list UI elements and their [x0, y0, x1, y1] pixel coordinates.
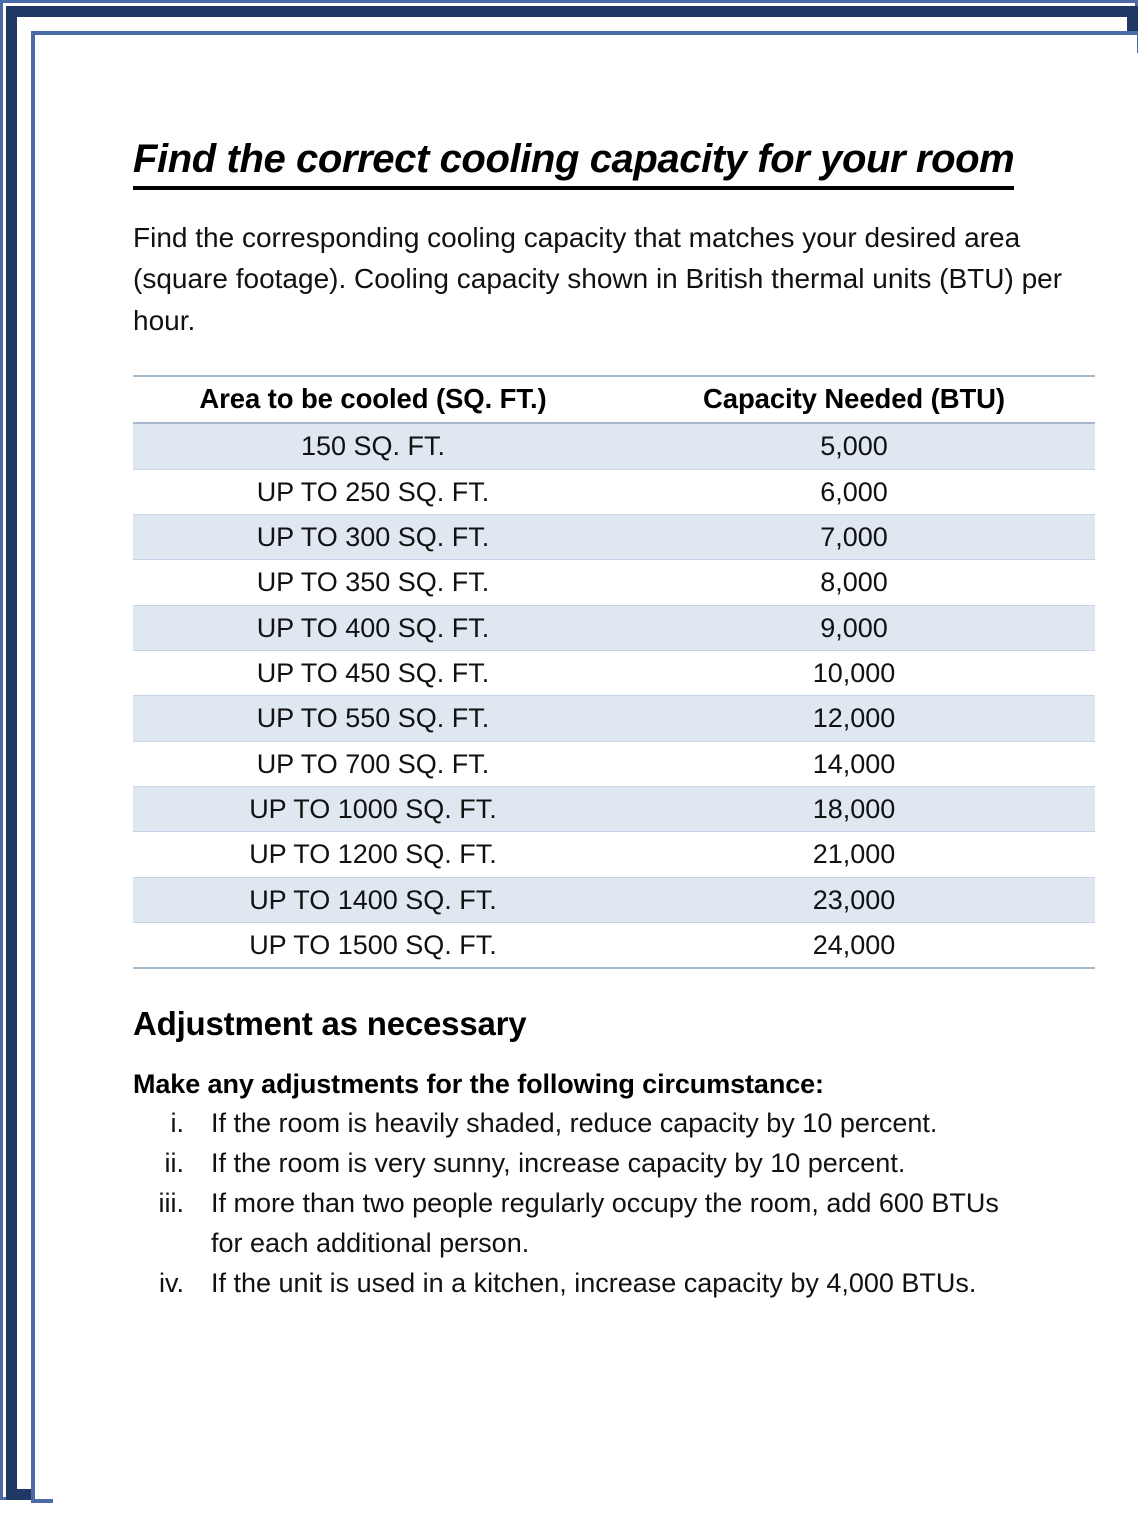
cell-area: UP TO 400 SQ. FT. — [133, 605, 613, 650]
cell-capacity: 18,000 — [613, 787, 1095, 832]
cell-area: UP TO 250 SQ. FT. — [133, 469, 613, 514]
table-header — [133, 376, 1095, 423]
cell-area: UP TO 350 SQ. FT. — [133, 560, 613, 605]
list-item-marker: ii. — [164, 1148, 184, 1179]
table-row — [133, 787, 1095, 832]
table-row — [133, 560, 1095, 605]
cell-capacity: 14,000 — [613, 741, 1095, 786]
list-item-text: If the unit is used in a kitchen, increase capacity by 4,000 BTUs. — [211, 1268, 977, 1299]
table-body — [133, 423, 1095, 968]
cell-capacity: 23,000 — [613, 877, 1095, 922]
cell-area: UP TO 1500 SQ. FT. — [133, 923, 613, 969]
list-item-text: If the room is very sunny, increase capacity by 10 percent. — [211, 1148, 906, 1179]
cell-area: UP TO 1200 SQ. FT. — [133, 832, 613, 877]
table-row — [133, 696, 1095, 741]
cell-area: UP TO 700 SQ. FT. — [133, 741, 613, 786]
cell-area: UP TO 550 SQ. FT. — [133, 696, 613, 741]
list-item — [133, 1264, 1113, 1304]
table-header-row — [133, 376, 1095, 423]
list-item — [133, 1104, 1113, 1144]
column-header-capacity: Capacity Needed (BTU) — [613, 376, 1095, 423]
adjustment-list — [133, 1100, 1113, 1304]
cell-area: UP TO 1000 SQ. FT. — [133, 787, 613, 832]
column-header-area: Area to be cooled (SQ. FT.) — [133, 376, 613, 423]
cell-capacity: 8,000 — [613, 560, 1095, 605]
document-content — [53, 53, 1138, 1517]
cell-capacity: 6,000 — [613, 469, 1095, 514]
page-border-middle — [6, 6, 1138, 1500]
cell-capacity: 21,000 — [613, 832, 1095, 877]
list-item-text: If the room is heavily shaded, reduce capacity by 10 percent. — [211, 1108, 938, 1139]
table-row — [133, 423, 1095, 469]
cell-capacity: 7,000 — [613, 515, 1095, 560]
list-item — [133, 1144, 1113, 1184]
table-row — [133, 877, 1095, 922]
cell-capacity: 10,000 — [613, 651, 1095, 696]
table-row — [133, 741, 1095, 786]
cell-area: 150 SQ. FT. — [133, 423, 613, 469]
table-row — [133, 605, 1095, 650]
table-row — [133, 651, 1095, 696]
list-item-marker: iv. — [159, 1268, 184, 1299]
cell-capacity: 5,000 — [613, 423, 1095, 469]
adjustment-lead-in: Make any adjustments for the following circumstance: — [133, 1069, 824, 1100]
table-row — [133, 832, 1095, 877]
table-row — [133, 469, 1095, 514]
page-border-inner — [31, 31, 1138, 1503]
list-item — [133, 1184, 1113, 1264]
cell-capacity: 9,000 — [613, 605, 1095, 650]
cell-capacity: 12,000 — [613, 696, 1095, 741]
table-row — [133, 515, 1095, 560]
list-item-marker: iii. — [158, 1188, 184, 1219]
list-item-text: If more than two people regularly occupy the room, add 600 BTUs for each additional person. — [211, 1188, 999, 1259]
list-item-marker: i. — [170, 1108, 184, 1139]
cell-area: UP TO 1400 SQ. FT. — [133, 877, 613, 922]
intro-paragraph: Find the corresponding cooling capacity that matches your desired area (square footage). Cooling capacity shown in British thermal units (BTU) per hour. — [133, 222, 1063, 336]
cell-area: UP TO 300 SQ. FT. — [133, 515, 613, 560]
cell-area: UP TO 450 SQ. FT. — [133, 651, 613, 696]
capacity-table-wrapper — [133, 375, 1095, 969]
cell-capacity: 24,000 — [613, 923, 1095, 969]
page-title: Find the correct cooling capacity for your room — [133, 53, 1014, 190]
cooling-capacity-table — [133, 375, 1095, 969]
adjustment-heading: Adjustment as necessary — [133, 1005, 527, 1043]
table-row — [133, 923, 1095, 969]
